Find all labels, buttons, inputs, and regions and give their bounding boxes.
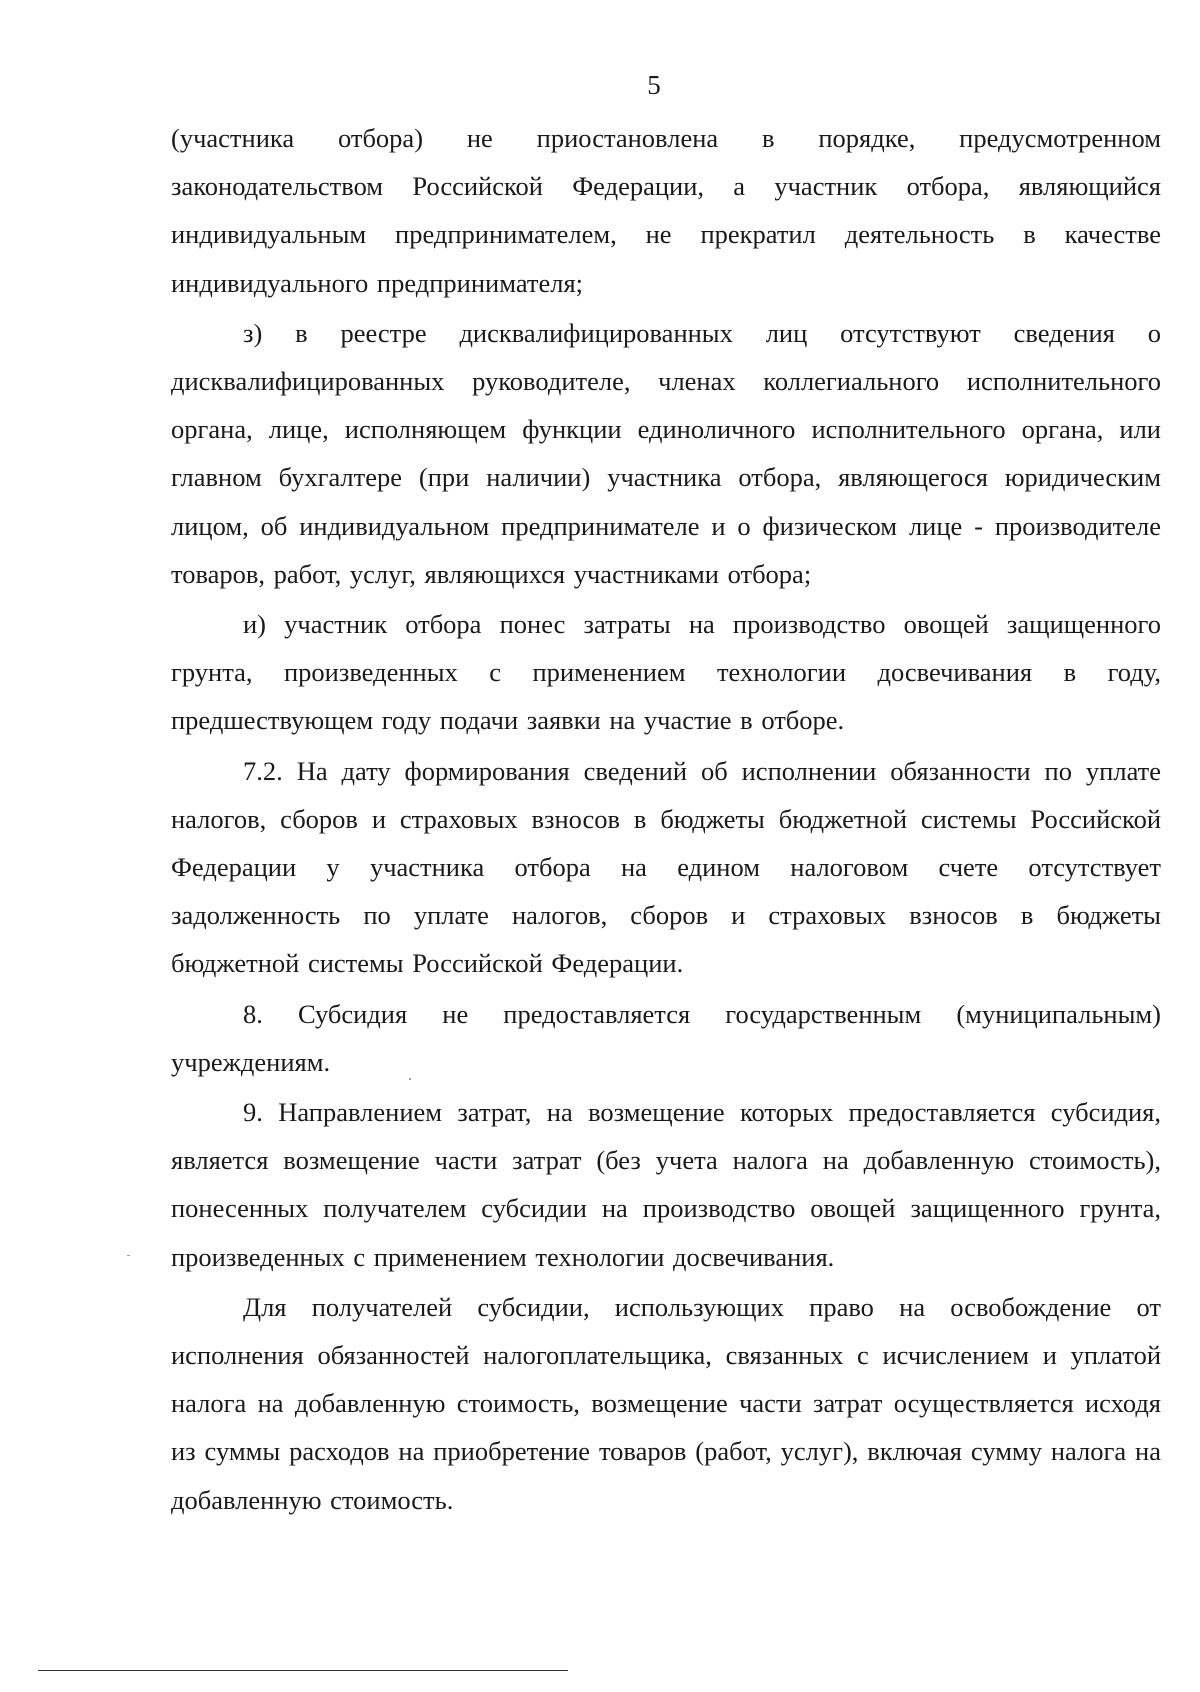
footer-rule — [38, 1670, 568, 1671]
page-number — [0, 70, 1200, 100]
paragraph-clause-9: 9. Направлением затрат, на возмещение которых предоставляется субсидия, является возмещение части затрат (без учета налога на добавленную стоимость), понесенных получателем субсидии на производство овощей защищенного грунта, произведенных с применением технологии досвечивания. — [171, 1097, 1161, 1272]
paragraph-continuation: (участника отбора) не приостановлена в порядке, предусмотренном законодательством Российской Федерации, а участник отбора, являющийся индивидуальным предпринимателем, не прекратил деятельность в качестве индивидуального предпринимателя; — [171, 123, 1161, 298]
paragraph-item-z: з) в реестре дисквалифицированных лиц отсутствуют сведения о дисквалифицированных руководителе, членах коллегиального исполнительного органа, лице, исполняющем функции единоличного исполнительного органа, или главном бухгалтере (при наличии) участника отбора, являющегося юридическим лицом, об индивидуальном предпринимателе и о физическом лице - производителе товаров, работ, услуг, являющихся участниками отбора; — [171, 317, 1161, 589]
scan-speck — [409, 1078, 411, 1080]
paragraph-clause-8: 8. Субсидия не предоставляется государственным (муниципальным) учреждениям. — [171, 998, 1161, 1077]
paragraph-item-i: и) участник отбора понес затраты на производство овощей защищенного грунта, произведенных с применением технологии досвечивания в году, предшествующем году подачи заявки на участие в отборе. — [171, 609, 1161, 736]
paragraph-clause-7-2: 7.2. На дату формирования сведений об исполнении обязанности по уплате налогов, сборов и страховых взносов в бюджеты бюджетной системы Российской Федерации у участника отбора на едином налоговом счете отсутствует задолженность по уплате налогов, сборов и страховых взносов в бюджеты бюджетной системы Российской Федерации. — [171, 755, 1161, 979]
document-body — [171, 114, 1161, 1524]
scan-speck — [127, 1255, 130, 1256]
paragraph-clause-9-vat: Для получателей субсидии, использующих право на освобождение от исполнения обязанностей налогоплательщика, связанных с исчислением и уплатой налога на добавленную стоимость, возмещение части затрат осуществляется исходя из суммы расходов на приобретение товаров (работ, услуг), включая сумму налога на добавленную стоимость. — [171, 1291, 1161, 1515]
page-number-text: 5 — [647, 70, 661, 100]
